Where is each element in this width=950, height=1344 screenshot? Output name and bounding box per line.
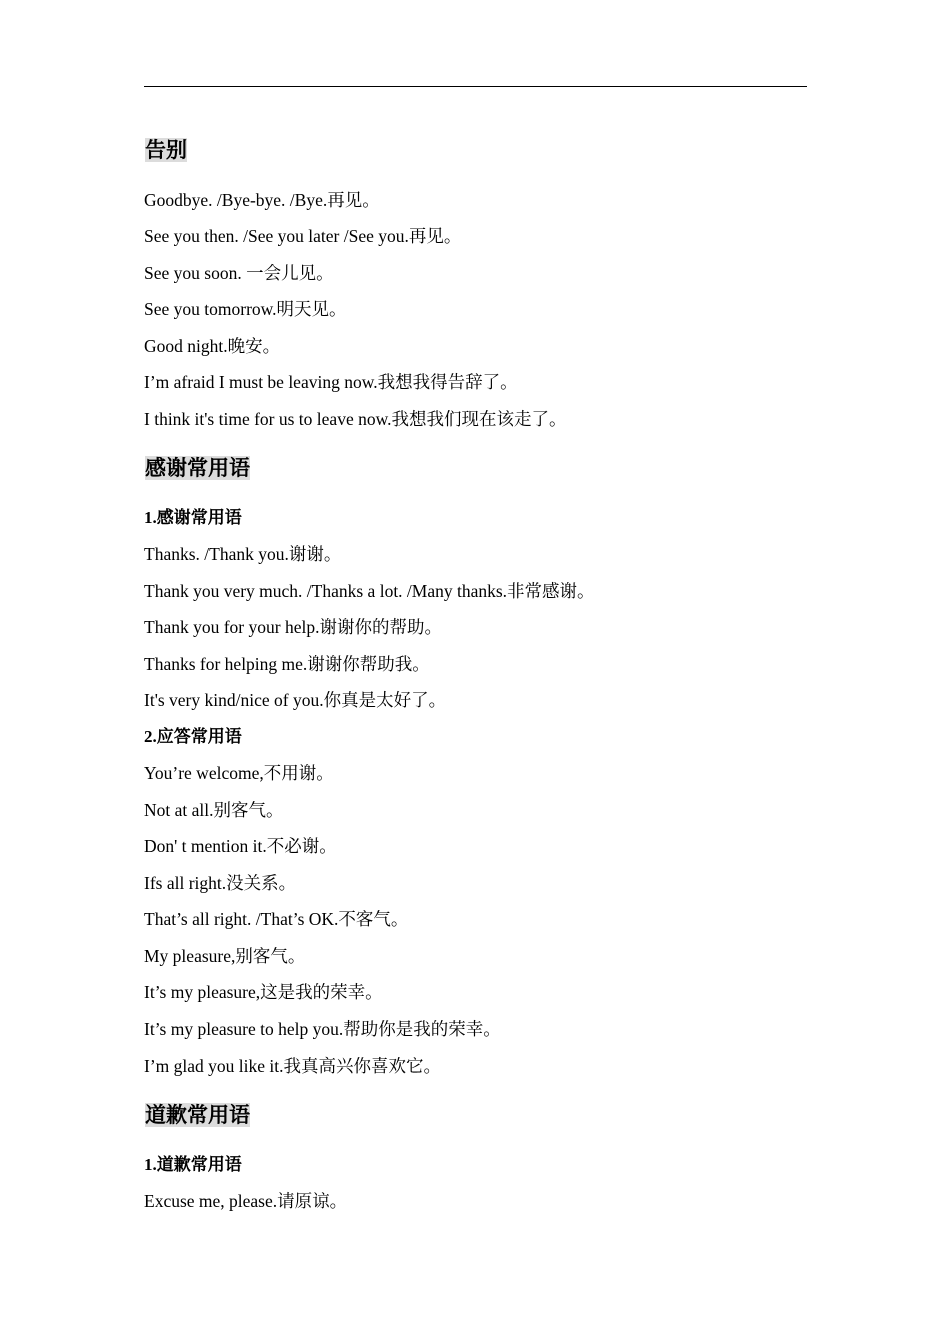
phrase-line: Goodbye. /Bye-bye. /Bye.再见。 xyxy=(144,190,380,210)
phrase-line: Thank you very much. /Thanks a lot. /Many thanks.非常感谢。 xyxy=(144,581,595,601)
header-rule xyxy=(144,86,807,87)
phrase-line: See you soon. 一会儿见。 xyxy=(144,263,334,283)
phrase-line: I’m afraid I must be leaving now.我想我得告辞了。 xyxy=(144,372,518,392)
phrase-line: It’s my pleasure,这是我的荣幸。 xyxy=(144,982,383,1002)
phrase-line: I think it's time for us to leave now.我想我们现在该走了。 xyxy=(144,409,567,429)
phrase-line: You’re welcome,不用谢。 xyxy=(144,763,334,783)
phrase-line: Don' t mention it.不必谢。 xyxy=(144,836,337,856)
phrase-line: It’s my pleasure to help you.帮助你是我的荣幸。 xyxy=(144,1019,501,1039)
phrase-line: See you then. /See you later /See you.再见。 xyxy=(144,226,462,246)
phrase-line: Good night.晚安。 xyxy=(144,336,281,356)
phrase-line: My pleasure,别客气。 xyxy=(144,946,306,966)
section-heading-thanks: 感谢常用语 xyxy=(145,456,250,480)
phrase-line: Thank you for your help.谢谢你的帮助。 xyxy=(144,617,442,637)
phrase-line: I’m glad you like it.我真高兴你喜欢它。 xyxy=(144,1056,441,1076)
subsection-title-thanks: 1.感谢常用语 xyxy=(144,508,242,527)
phrase-line: That’s all right. /That’s OK.不客气。 xyxy=(144,909,409,929)
phrase-line: Thanks. /Thank you.谢谢。 xyxy=(144,544,342,564)
phrase-line: It's very kind/nice of you.你真是太好了。 xyxy=(144,690,447,710)
subsection-title-responses: 2.应答常用语 xyxy=(144,727,242,746)
phrase-line: Excuse me, please.请原谅。 xyxy=(144,1191,348,1211)
phrase-line: See you tomorrow.明天见。 xyxy=(144,299,347,319)
section-heading-farewell: 告别 xyxy=(145,138,187,162)
phrase-line: Ifs all right.没关系。 xyxy=(144,873,297,893)
section-heading-apology: 道歉常用语 xyxy=(145,1103,250,1127)
phrase-line: Thanks for helping me.谢谢你帮助我。 xyxy=(144,654,430,674)
phrase-line: Not at all.别客气。 xyxy=(144,800,284,820)
subsection-title-apology: 1.道歉常用语 xyxy=(144,1155,242,1174)
